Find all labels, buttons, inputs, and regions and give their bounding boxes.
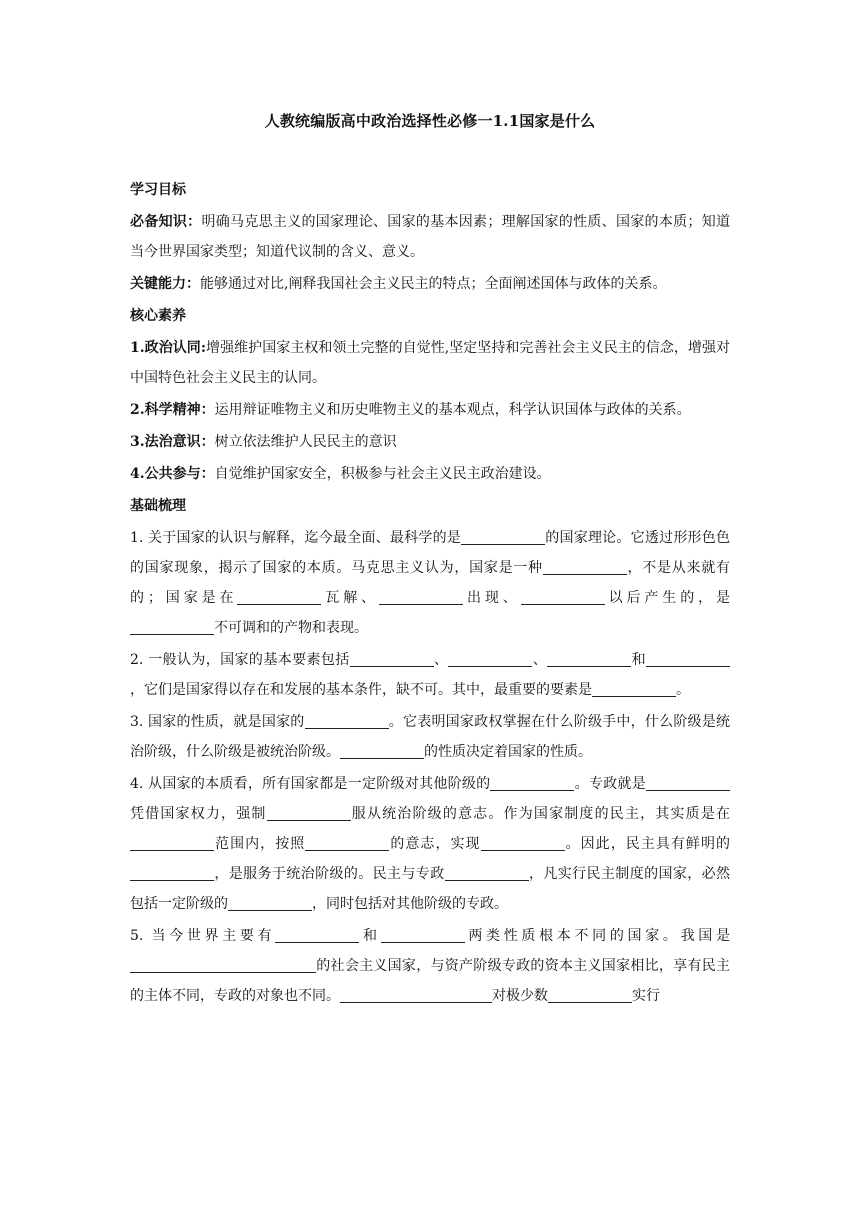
fill-blank[interactable]: [340, 742, 424, 759]
fill-blank[interactable]: [445, 864, 529, 881]
ability-paragraph: [130, 269, 730, 299]
fill-blank[interactable]: [130, 618, 214, 635]
question-text: 两类性质根本不同的国家。我国是: [464, 928, 730, 944]
question-text: 。因此，民主具有鲜明的: [564, 836, 731, 852]
question-text: ，凡实行民主制度的国家，必然包括一定阶级的: [130, 866, 731, 912]
literacy-item: [130, 333, 730, 393]
question-text: 5. 当今世界主要有: [130, 928, 276, 944]
question-text: 对极少数: [492, 988, 548, 1004]
fill-blank[interactable]: [305, 834, 389, 851]
fill-blank[interactable]: [228, 894, 312, 911]
question-text: ，它们是国家得以存在和发展的基本条件，缺不可。其中，最重要的要素是: [130, 682, 592, 698]
question-text: 1. 关于国家的认识与解释，迄今最全面、最科学的是: [130, 530, 462, 546]
question-text: 不可调和的产物和表现。: [214, 620, 368, 636]
question-text: ，是服务于统治阶级的。民主与专政: [214, 866, 445, 882]
question-text: 。它表明国家政权掌握在什么阶级手中，什么阶级是统治阶级，什么阶级是被统治阶级。: [130, 714, 731, 760]
question-4: [130, 769, 730, 919]
fill-blank[interactable]: [521, 588, 605, 605]
fill-blank[interactable]: [340, 986, 492, 1003]
fill-blank[interactable]: [543, 558, 627, 575]
question-3: [130, 707, 730, 767]
fill-blank[interactable]: [646, 774, 730, 791]
fill-blank[interactable]: [547, 650, 631, 667]
literacy-heading: 核心素养: [130, 308, 186, 324]
fill-blank[interactable]: [548, 986, 632, 1003]
document-title: 人教统编版高中政治选择性必修一1.1国家是什么: [264, 112, 596, 130]
question-text: ，同时包括对其他阶级的专政。: [312, 896, 508, 912]
question-text: 3. 国家的性质，就是国家的: [130, 714, 305, 730]
fill-blank[interactable]: [379, 588, 463, 605]
literacy-label: 2.科学精神：: [130, 402, 215, 418]
question-text: 和: [359, 928, 381, 944]
document-body: [130, 175, 730, 1011]
question-text: 。: [676, 682, 690, 698]
ability-text: 能够通过对比,阐释我国社会主义民主的特点；全面阐述国体与政体的关系。: [200, 276, 667, 292]
fill-blank[interactable]: [646, 650, 730, 667]
fill-blank[interactable]: [448, 650, 532, 667]
question-text: 的性质决定着国家的性质。: [424, 744, 592, 760]
fill-blank[interactable]: [130, 834, 214, 851]
question-text: 瓦解、: [321, 590, 380, 606]
fill-blank[interactable]: [275, 926, 359, 943]
literacy-item: [130, 395, 730, 425]
question-text: 的国家理论。它透过形形色色的国家现象，揭示了国家的本质。马克思主义认为，国家是一种: [130, 530, 731, 576]
fill-blank[interactable]: [592, 680, 676, 697]
knowledge-paragraph: [130, 207, 730, 267]
literacy-text: 自觉维护国家安全，积极参与社会主义民主政治建设。: [214, 466, 551, 482]
fill-blank[interactable]: [305, 712, 389, 729]
knowledge-label: 必备知识：: [130, 214, 202, 230]
question-text: 、: [433, 652, 449, 668]
question-text: ，不是从来就有的；国家是在: [130, 560, 731, 606]
literacy-label: 1.政治认同:: [130, 340, 206, 356]
fill-blank[interactable]: [130, 956, 316, 973]
literacy-text: 树立依法维护人民民主的意识: [214, 434, 397, 450]
knowledge-text: 明确马克思主义的国家理论、国家的基本因素；理解国家的性质、国家的本质；知道当今世界国家类型；知道代议制的含义、意义。: [130, 214, 731, 260]
fill-blank[interactable]: [461, 528, 545, 545]
basics-heading: 基础梳理: [130, 498, 186, 514]
question-2: [130, 645, 730, 705]
question-text: 和: [631, 652, 646, 668]
fill-blank[interactable]: [267, 804, 351, 821]
fill-blank[interactable]: [490, 774, 574, 791]
literacy-text: 增强维护国家主权和领土完整的自觉性,坚定坚持和完善社会主义民主的信念，增强对中国特色社会主义民主的认同。: [130, 340, 730, 386]
literacy-item: [130, 427, 730, 457]
question-text: 以后产生的，是: [604, 590, 731, 606]
fill-blank[interactable]: [130, 864, 214, 881]
question-1: [130, 523, 730, 643]
fill-blank[interactable]: [381, 926, 465, 943]
question-text: 、: [532, 652, 548, 668]
objectives-heading: 学习目标: [130, 182, 186, 198]
literacy-label: 3.法治意识：: [130, 434, 215, 450]
fill-blank[interactable]: [350, 650, 434, 667]
question-text: 4. 从国家的本质看，所有国家都是一定阶级对其他阶级的: [130, 776, 491, 792]
literacy-text: 运用辩证唯物主义和历史唯物主义的基本观点，科学认识国体与政体的关系。: [214, 402, 691, 418]
ability-label: 关键能力：: [130, 276, 200, 292]
question-text: 的社会主义国家，与资产阶级专政的资本主义国家相比，享有民主的主体不同，专政的对象也不同。: [130, 958, 730, 1004]
literacy-item: [130, 459, 730, 489]
question-text: 实行: [632, 988, 660, 1004]
question-text: 凭借国家权力，强制: [130, 806, 267, 822]
question-text: 。专政就是: [574, 776, 647, 792]
question-5: [130, 921, 730, 1011]
question-text: 服从统治阶级的意志。作为国家制度的民主，其实质是在: [350, 806, 731, 822]
question-text: 的意志，实现: [389, 836, 481, 852]
question-text: 出现、: [463, 590, 521, 606]
question-text: 2. 一般认为，国家的基本要素包括: [130, 652, 350, 668]
question-text: 范围内，按照: [214, 836, 306, 852]
literacy-label: 4.公共参与：: [130, 466, 215, 482]
fill-blank[interactable]: [237, 588, 321, 605]
fill-blank[interactable]: [481, 834, 565, 851]
